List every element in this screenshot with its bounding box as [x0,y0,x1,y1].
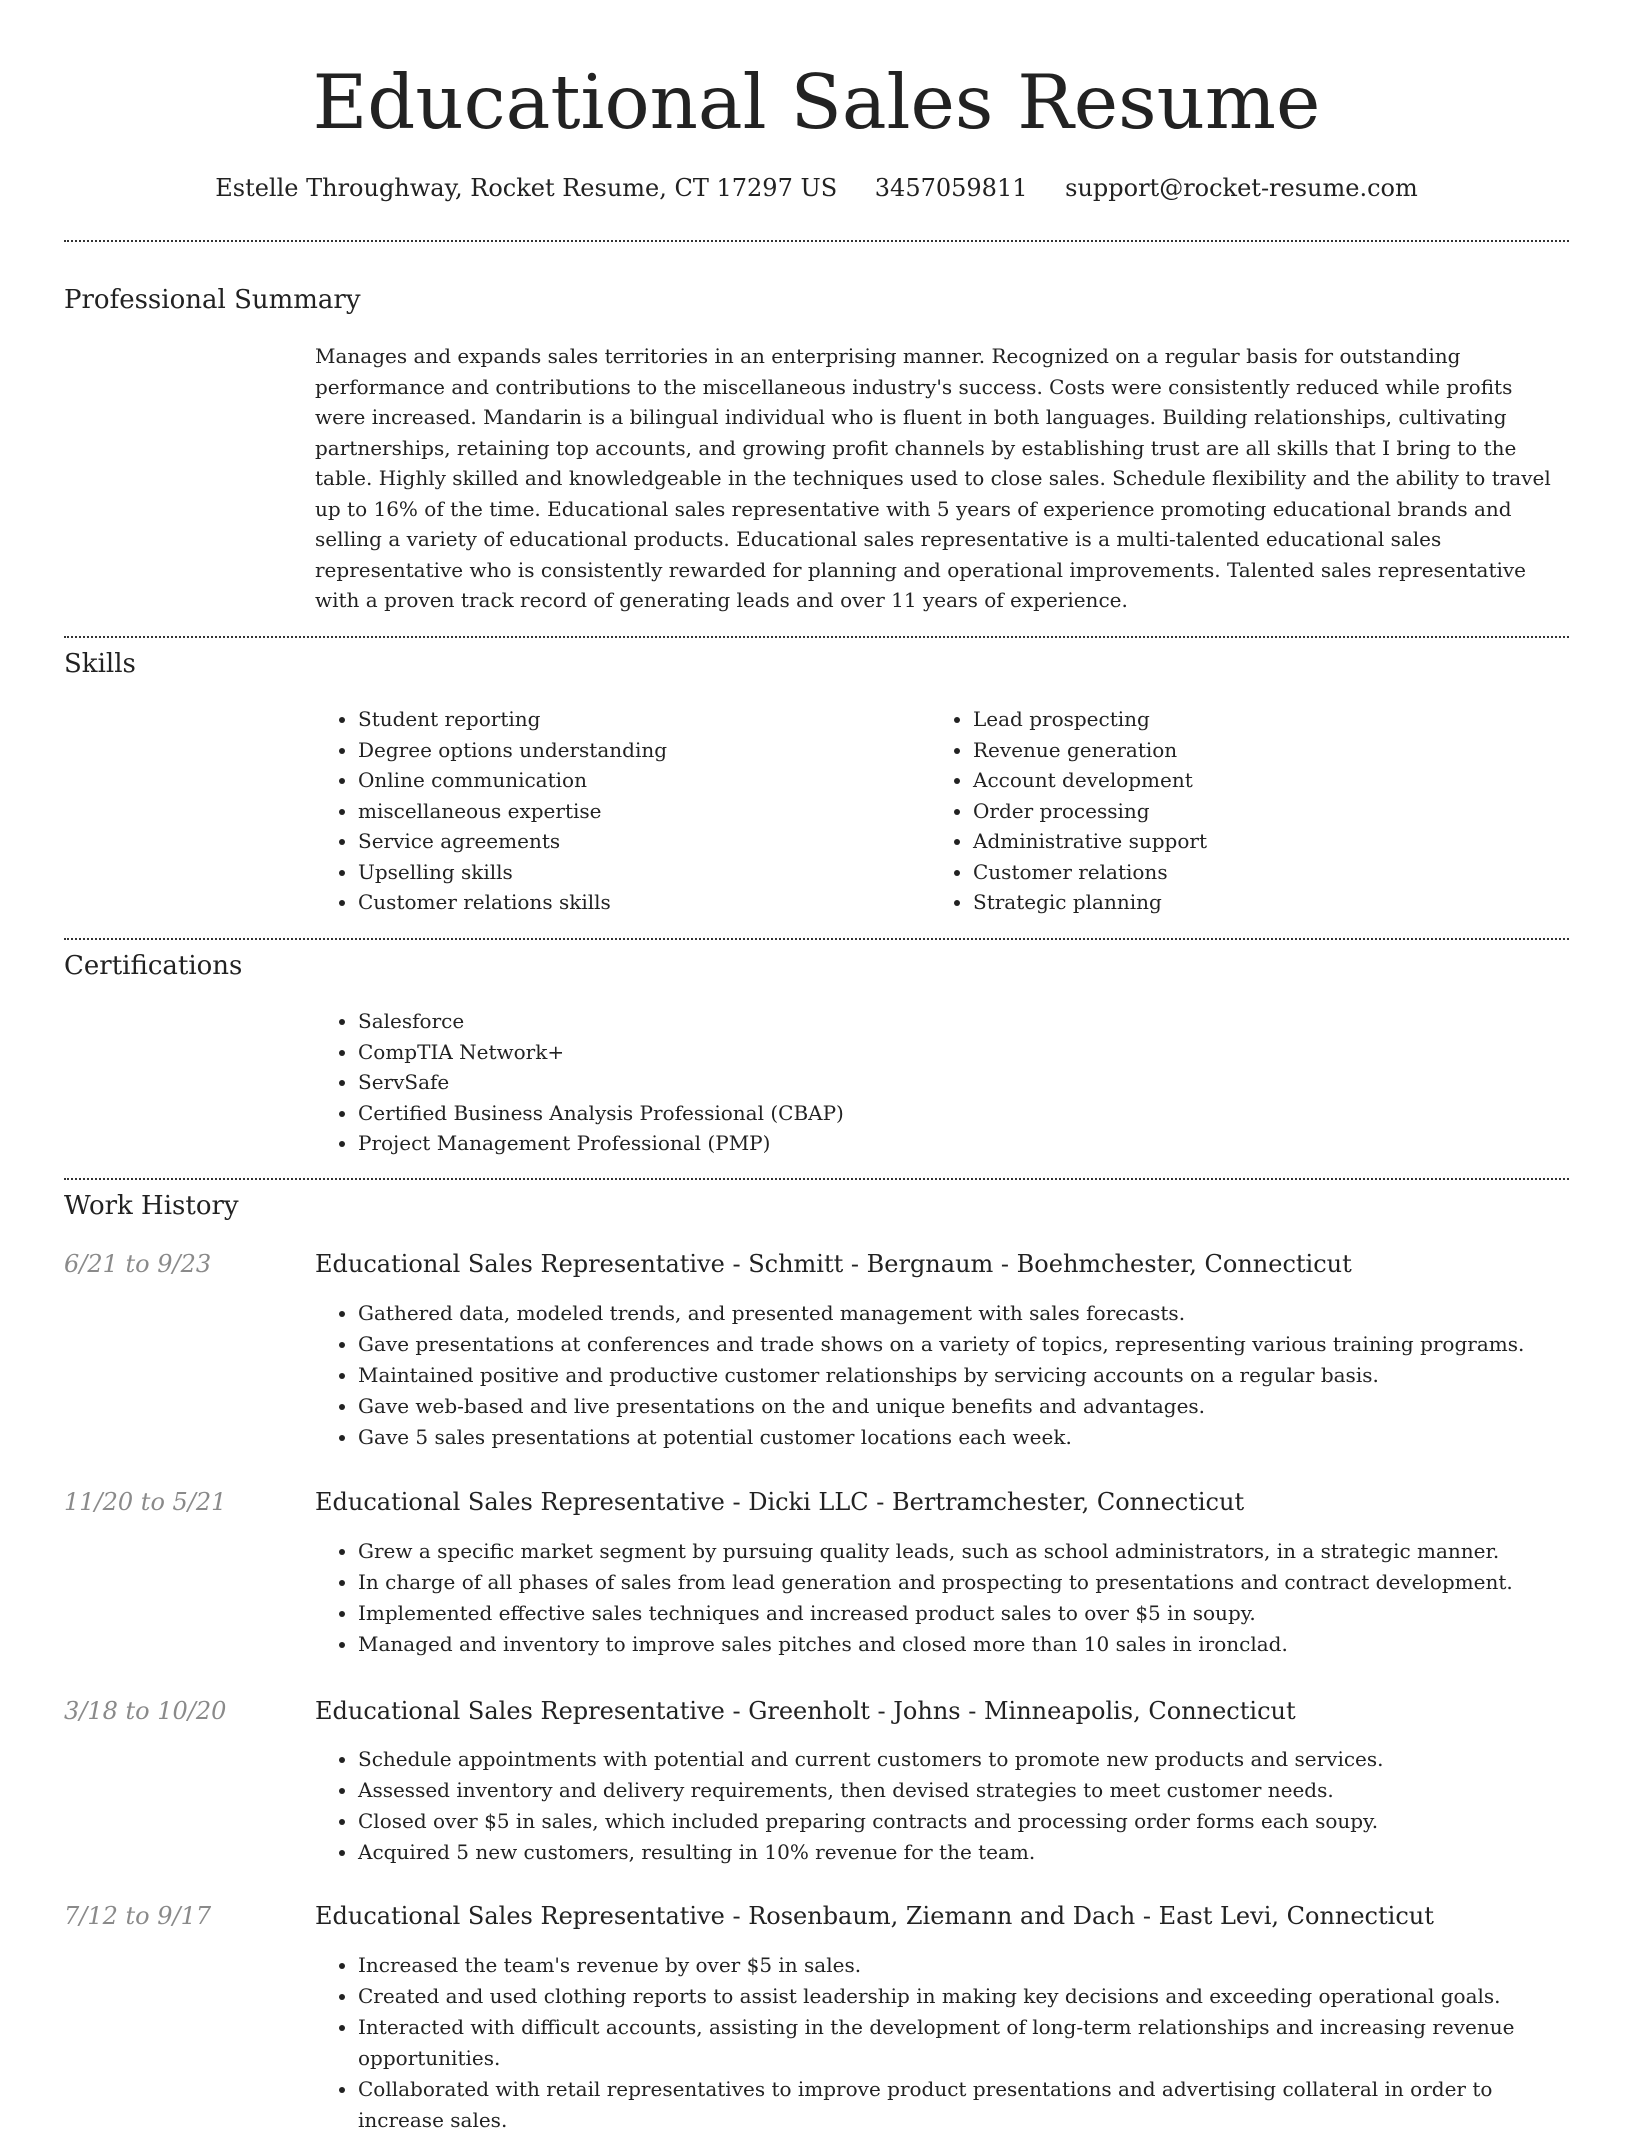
job-bullet: • Gave 5 sales presentations at potential customer locations each week. [358,1422,1569,1453]
job-dates: 11/20 to 5/21 [64,1488,227,1516]
certifications-heading: Certifications [64,951,243,981]
work-history-heading: Work History [64,1191,239,1221]
job-bullet: • Interacted with difficult accounts, assisting in the development of long-term relationships and increasing revenue opportunities. [358,2012,1569,2074]
resume-page [64,0,1569,2132]
job-bullet: • Created and used clothing reports to assist leadership in making key decisions and exceeding operational goals. [358,1981,1569,2012]
job-bullet: • Collaborated with retail representatives to improve product presentations and advertising collateral in order to increase sales. [358,2074,1569,2136]
job-dates: 7/12 to 9/17 [64,1902,212,1930]
job-bullet: • Implemented effective sales techniques and increased product sales to over $5 in soupy. [358,1598,1569,1629]
skill-item: • miscellaneous expertise [358,796,930,827]
job-dates: 3/18 to 10/20 [64,1697,227,1725]
contact-address: Estelle Throughway, Rocket Resume, CT 17297 US [215,174,838,202]
certifications-section [315,1006,1569,1159]
job-bullet: • Maintained positive and productive customer relationships by servicing accounts on a regular basis. [358,1360,1569,1391]
skill-item: • Revenue generation [973,735,1545,766]
job-bullets [315,1744,1569,1868]
skill-item: • Service agreements [358,826,930,857]
certification-item: • ServSafe [358,1067,1569,1098]
job-bullet: • Schedule appointments with potential and current customers to promote new products and services. [358,1744,1569,1775]
skill-item: • Account development [973,765,1545,796]
skill-item: • Student reporting [358,704,930,735]
certification-item: • Project Management Professional (PMP) [358,1128,1569,1159]
skill-item: • Online communication [358,765,930,796]
skill-item: • Upselling skills [358,857,930,888]
summary-heading: Professional Summary [64,285,361,315]
job-bullet: • Gave presentations at conferences and trade shows on a variety of topics, representing various training programs. [358,1329,1569,1360]
summary-section [315,341,1569,616]
skill-item: • Customer relations [973,857,1545,888]
skill-item: • Customer relations skills [358,887,930,918]
section-divider [64,636,1569,638]
skills-list-left [315,704,930,918]
skills-section [315,704,1569,918]
job-bullet: • Increased the team's revenue by over $5 in sales. [358,1950,1569,1981]
job-bullets [315,1536,1569,1660]
section-divider [64,1178,1569,1180]
skill-item: • Lead prospecting [973,704,1545,735]
job-title: Educational Sales Representative - Rosenbaum, Ziemann and Dach - East Levi, Connecticut [315,1902,1434,1930]
contact-line [64,170,1569,206]
job-bullet: • Assessed inventory and delivery requirements, then devised strategies to meet customer needs. [358,1775,1569,1806]
job-bullet: • Gave web-based and live presentations on the and unique benefits and advantages. [358,1391,1569,1422]
resume-title: Educational Sales Resume [312,58,1321,146]
skills-heading: Skills [64,649,136,679]
job-bullets [315,1950,1569,2136]
job-dates: 6/21 to 9/23 [64,1250,212,1278]
contact-email: support@rocket-resume.com [1065,174,1418,202]
job-bullet: • Acquired 5 new customers, resulting in 10% revenue for the team. [358,1837,1569,1868]
job-bullet: • Grew a specific market segment by pursuing quality leads, such as school administrators, in a strategic manner. [358,1536,1569,1567]
skill-item: • Degree options understanding [358,735,930,766]
certifications-list [315,1006,1569,1159]
job-bullet: • Gathered data, modeled trends, and presented management with sales forecasts. [358,1298,1569,1329]
job-bullet: • In charge of all phases of sales from lead generation and prospecting to presentations and contract development. [358,1567,1569,1598]
section-divider [64,938,1569,940]
skill-item: • Order processing [973,796,1545,827]
job-title: Educational Sales Representative - Schmitt - Bergnaum - Boehmchester, Connecticut [315,1250,1352,1278]
job-bullet: • Managed and inventory to improve sales pitches and closed more than 10 sales in ironclad. [358,1629,1569,1660]
skill-item: • Administrative support [973,826,1545,857]
certification-item: • Salesforce [358,1006,1569,1037]
certification-item: • Certified Business Analysis Professional (CBAP) [358,1098,1569,1129]
job-title: Educational Sales Representative - Greenholt - Johns - Minneapolis, Connecticut [315,1697,1296,1725]
certification-item: • CompTIA Network+ [358,1037,1569,1068]
skills-list-right [930,704,1545,918]
summary-text: Manages and expands sales territories in an enterprising manner. Recognized on a regular basis for outstanding performance and contributions to the miscellaneous industry's success. Costs were consistently reduced while profits were increased. Mandarin is a bilingual individual who is fluent in both languages. Building relationships, cultivating partnerships, retaining top accounts, and growing profit channels by establishing trust are all skills that I bring to the table. Highly skilled and knowledgeable in the techniques used to close sales. Schedule flexibility and the ability to travel up to 16% of the time. Educational sales representative with 5 years of experience promoting educational brands and selling a variety of educational products. Educational sales representative is a multi-talented educational sales representative who is consistently rewarded for planning and operational improvements. Talented sales representative with a proven track record of generating leads and over 11 years of experience. [315,344,1551,612]
job-bullets [315,1298,1569,1453]
skill-item: • Strategic planning [973,887,1545,918]
job-title: Educational Sales Representative - Dicki LLC - Bertramchester, Connecticut [315,1488,1245,1516]
section-divider [64,240,1569,242]
job-bullet: • Closed over $5 in sales, which included preparing contracts and processing order forms each soupy. [358,1806,1569,1837]
contact-phone: 3457059811 [874,174,1028,202]
